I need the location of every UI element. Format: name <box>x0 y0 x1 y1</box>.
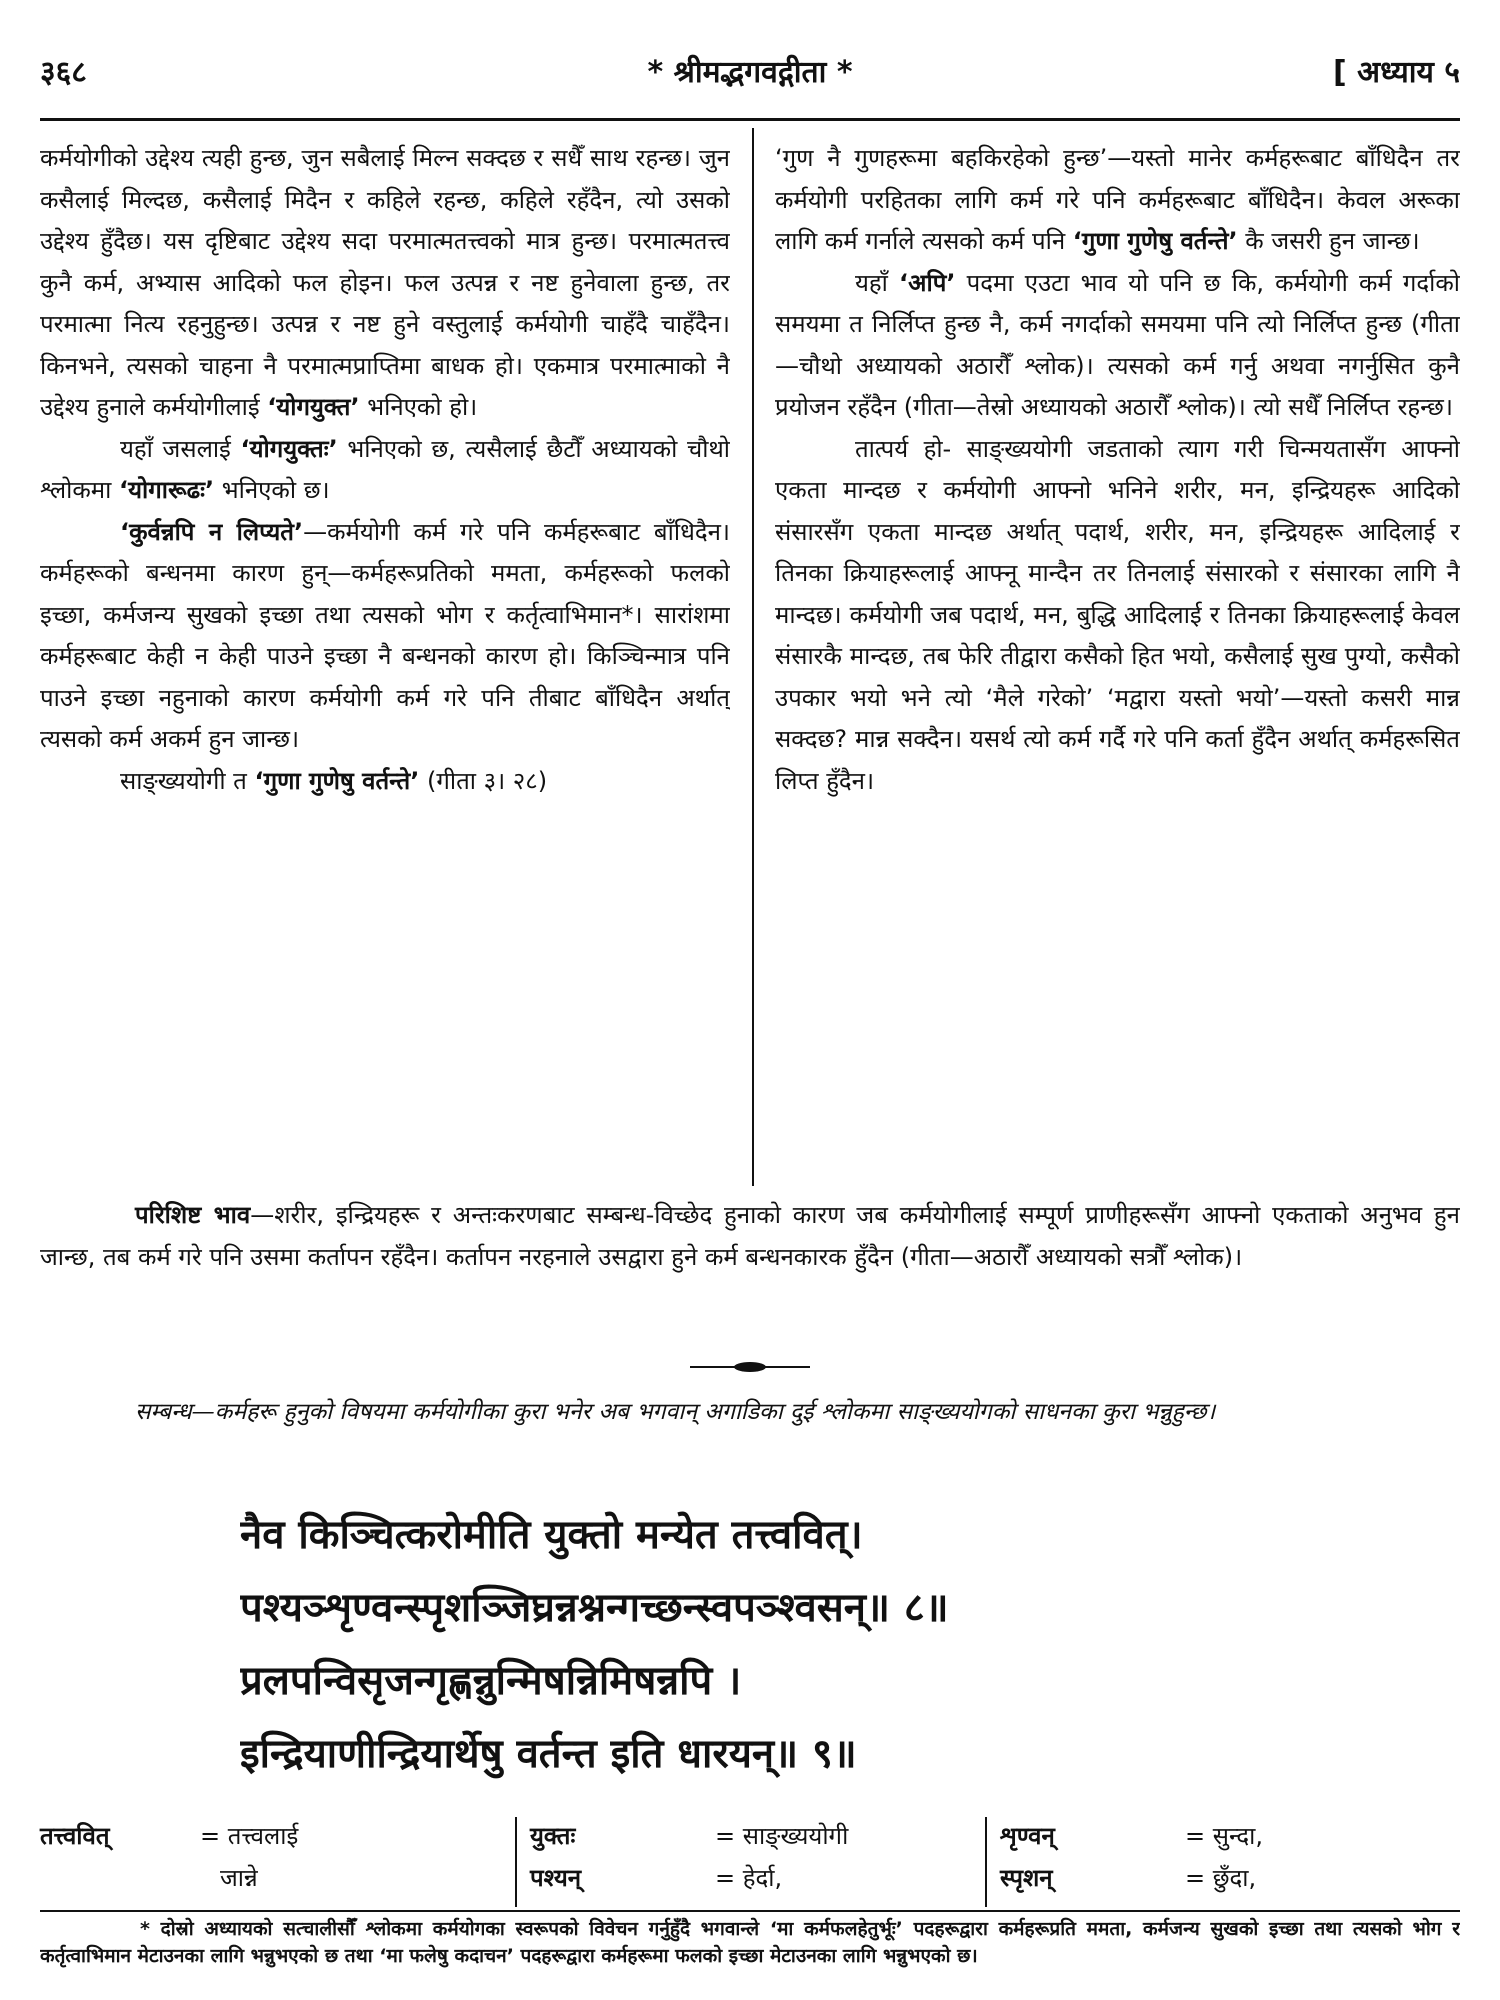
glossary-column-1 <box>40 1815 400 1910</box>
column-divider <box>752 128 754 1186</box>
left-paragraph-2: यहाँ जसलाई ‘योगयुक्तः’ भनिएको छ, त्यसैलाई छैटौँ अध्यायको चौथो श्लोकमा ‘योगारूढः’ भनिएको छ। <box>40 434 730 504</box>
right-paragraph-2: यहाँ ‘अपि’ पदमा एउटा भाव यो पनि छ कि, कर्मयोगी कर्म गर्दाको समयमा त निर्लिप्त हुन्छ नै, कर्म नगर्दाको समयमा पनि त्यो निर्लिप्त हुन्छ (गीता—चौथो अध्यायको अठारौँ श्लोक)। त्यसको कर्म गर्नु अथवा नगर्नुसित कुनै प्रयोजन रहँदैन (गीता—तेस्रो अध्यायको अठारौँ श्लोक)। त्यो सधैँ निर्लिप्त रहन्छ। <box>775 268 1460 421</box>
glossary-column-2 <box>530 1815 1000 1910</box>
glossary-word: पश्यन् <box>530 1863 582 1892</box>
glossary-divider <box>985 1817 987 1907</box>
left-paragraph-1: कर्मयोगीको उद्देश्य त्यही हुन्छ, जुन सबैलाई मिल्न सक्दछ र सधैँ साथ रहन्छ। जुन कसैलाई मिल्दछ, कसैलाई मिदैन र कहिले रहन्छ, कहिले रहँदैन, त्यो उसको उद्देश्य हुँदैछ। यस दृष्टिबाट उद्देश्य सदा परमात्मतत्त्वको मात्र हुन्छ। परमात्मतत्त्व कुनै कर्म, अभ्यास आदिको फल होइन। फल उत्पन्न र नष्ट हुनेवाला हुन्छ, तर परमात्मा नित्य रहनुहुन्छ। उत्पन्न र नष्ट हुने वस्तुलाई कर्मयोगी चाहँदै चाहँदैन। किनभने, त्यसको चाहना नै परमात्मप्राप्तिमा बाधक हो। एकमात्र परमात्माको नै उद्देश्य हुनाले कर्मयोगीलाई ‘योगयुक्त’ भनिएको हो। <box>40 144 730 421</box>
glossary-meaning: = छुँदा, <box>1185 1864 1257 1892</box>
chapter-label: [ अध्याय ५ <box>1333 55 1460 90</box>
footnote-rule <box>40 1910 1460 1912</box>
verse-line: इन्द्रियाणीन्द्रियार्थेषु वर्तन्त इति धारयन्॥ ९॥ <box>240 1730 857 1777</box>
header-rule <box>40 118 1460 121</box>
verse-line: प्रलपन्विसृजन्गृह्णन्नुन्मिषन्निमिषन्नपि । <box>240 1657 742 1704</box>
verse-block <box>240 1498 1340 1808</box>
left-paragraph-4: साङ्ख्ययोगी त ‘गुणा गुणेषु वर्तन्ते’ (गीता ३। २८) <box>120 766 548 795</box>
book-title: * श्रीमद्भगवद्गीता * <box>647 55 853 90</box>
glossary-word: स्पृशन् <box>1000 1863 1053 1892</box>
footnote: * दोस्रो अध्यायको सत्चालीसौँ श्लोकमा कर्मयोगका स्वरूपको विवेचन गर्नुहुँदै भगवान्ले ‘मा कर्मफलहेतुर्भूः’ पदहरूद्वारा कर्महरूप्रति ममता, कर्मजन्य सुखको इच्छा तथा त्यसको भोग र कर्तृत्वाभिमान मेटाउनका लागि भन्नुभएको छ तथा ‘मा फलेषु कदाचन’ पदहरूद्वारा कर्महरूमा फलको इच्छा मेटाउनका लागि भन्नुभएको छ। <box>40 1918 1460 1967</box>
glossary-word: तत्त्ववित् <box>40 1821 110 1850</box>
left-column <box>40 138 730 1178</box>
glossary-word: शृण्वन् <box>1000 1821 1055 1850</box>
glossary-meaning: = हेर्दा, <box>715 1864 783 1892</box>
ornament-divider <box>690 1360 810 1374</box>
right-paragraph-3: तात्पर्य हो- साङ्ख्ययोगी जडताको त्याग गरी चिन्मयतासँग आफ्नो एकता मान्दछ र कर्मयोगी आफ्नो भनिने शरीर, मन, इन्द्रियहरू आदिको संसारसँग एकता मान्दछ अर्थात् पदार्थ, शरीर, मन, इन्द्रियहरू आदिलाई र तिनका क्रियाहरूलाई आफ्नू मान्दैन तर तिनलाई संसारको र संसारका लागि नै मान्दछ। कर्मयोगी जब पदार्थ, मन, बुद्धि आदिलाई र तिनका क्रियाहरूलाई केवल संसारकै मान्दछ, तब फेरि तीद्वारा कसैको हित भयो, कसैलाई सुख पुग्यो, कसैको उपकार भयो भने त्यो ‘मैले गरेको’ ‘मद्वारा यस्तो भयो’—यस्तो कसरी मान्न सक्दछ? मान्न सक्दैन। यसर्थ त्यो कर्म गर्दै गरे पनि कर्ता हुँदैन अर्थात् कर्महरूसित लिप्त हुँदैन। <box>775 434 1460 795</box>
verse-line: नैव किञ्चित्करोमीति युक्तो मन्येत तत्त्ववित्। <box>240 1511 863 1558</box>
running-header <box>40 50 1460 110</box>
appendix-label: परिशिष्ट भाव <box>135 1201 251 1229</box>
right-column <box>775 138 1460 1178</box>
glossary-meaning: जान्ने <box>220 1864 258 1892</box>
glossary-column-3 <box>1000 1815 1450 1910</box>
glossary-meaning: = सुन्दा, <box>1185 1822 1263 1850</box>
right-paragraph-1: ‘गुण नै गुणहरूमा बहकिरहेको हुन्छ’—यस्तो मानेर कर्महरूबाट बाँधिदैन तर कर्मयोगी परहितका लागि कर्म गरे पनि कर्महरूबाट बाँधिदैन। केवल अरूका लागि कर्म गर्नाले त्यसको कर्म पनि ‘गुणा गुणेषु वर्तन्ते’ कै जसरी हुन जान्छ। <box>775 144 1460 255</box>
page-number: ३६८ <box>40 55 87 90</box>
glossary-meaning: = तत्त्वलाई <box>200 1822 299 1850</box>
left-paragraph-3: ‘कुर्वन्नपि न लिप्यते’—कर्मयोगी कर्म गरे पनि कर्महरूबाट बाँधिदैन। कर्महरूको बन्धनमा कारण हुन्—कर्महरूप्रतिको ममता, कर्महरूको फलको इच्छा, कर्मजन्य सुखको इच्छा तथा त्यसको भोग र कर्तृत्वाभिमान*। सारांशमा कर्महरूबाट केही न केही पाउने इच्छा नै बन्धनको कारण हो। किञ्चिन्मात्र पनि पाउने इच्छा नहुनाको कारण कर्मयोगी कर्म गरे पनि तीबाट बाँधिदैन अर्थात् त्यसको कर्म अकर्म हुन जान्छ। <box>40 517 730 753</box>
glossary-divider <box>515 1817 517 1907</box>
sambandha-intro: सम्बन्ध—कर्महरू हुनुको विषयमा कर्मयोगीका कुरा भनेर अब भगवान् अगाडिका दुई श्लोकमा साङ्ख्ययोगको साधनका कुरा भन्नुहुन्छ। <box>135 1399 1216 1425</box>
glossary-meaning: = साङ्ख्ययोगी <box>715 1822 849 1850</box>
glossary-word: युक्तः <box>530 1821 576 1850</box>
appendix-paragraph: परिशिष्ट भाव—शरीर, इन्द्रियहरू र अन्तःकरणबाट सम्बन्ध-विच्छेद हुनाको कारण जब कर्मयोगीलाई सम्पूर्ण प्राणीहरूसँग आफ्नो एकताको अनुभव हुन जान्छ, तब कर्म गरे पनि उसमा कर्तापन रहँदैन। कर्तापन नरहनाले उसद्वारा हुने कर्म बन्धनकारक हुँदैन (गीता—अठारौँ अध्यायको सत्रौँ श्लोक)। <box>40 1201 1460 1271</box>
verse-line: पश्यञ्शृण्वन्स्पृशञ्जिघ्रन्नश्नन्गच्छन्स्वपञ्श्वसन्॥ ८॥ <box>240 1584 949 1631</box>
word-meaning-glossary <box>40 1815 1460 1910</box>
